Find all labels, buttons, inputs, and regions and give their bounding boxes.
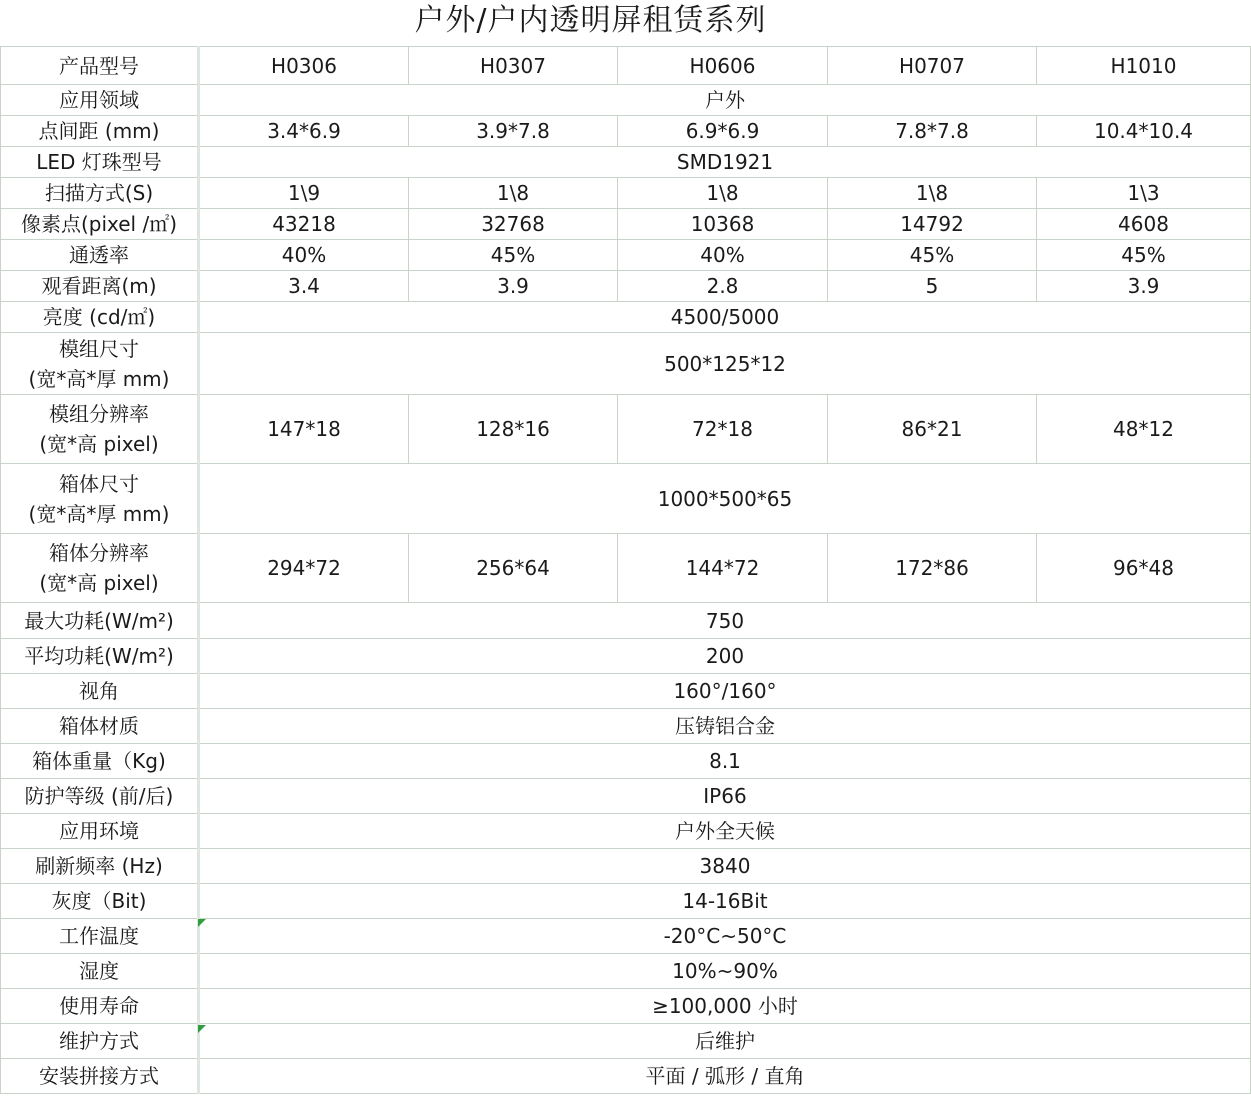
merged-value-cell: 压铸铝合金 [199,709,1251,744]
table-row [1,271,1251,302]
row-label: 通透率 [1,240,199,271]
row-label-line: 模组尺寸 [59,336,139,361]
value-cell: 1\8 [409,178,618,209]
value-cell: 72*18 [618,395,828,464]
table-row [1,744,1251,779]
value-cell: 256*64 [409,534,618,603]
row-label: 像素点(pixel /㎡) [1,209,199,240]
row-label: 维护方式 [1,1024,199,1059]
row-label-line: (宽*高*厚 mm) [28,366,170,391]
merged-value-cell: 户外 [199,85,1251,116]
table-row [1,919,1251,954]
value-cell: 45% [1037,240,1251,271]
spec-table [0,46,1251,1094]
merged-value-cell: 后维护 [199,1024,1251,1059]
merged-value-cell: 4500/5000 [199,302,1251,333]
value-cell: 14792 [828,209,1037,240]
merged-value-cell: 14-16Bit [199,884,1251,919]
table-row [1,674,1251,709]
row-label: 湿度 [1,954,199,989]
table-row [1,178,1251,209]
row-label: 使用寿命 [1,989,199,1024]
merged-value-cell: 750 [199,603,1251,639]
row-label [1,534,199,603]
row-label: 亮度 (cd/㎡) [1,302,199,333]
row-label-line: (宽*高 pixel) [39,571,159,595]
row-label-line: (宽*高 pixel) [39,432,159,456]
model-header-h1010: H1010 [1037,47,1251,85]
value-cell: 1\8 [618,178,828,209]
table-row [1,209,1251,240]
value-cell: 3.9 [409,271,618,302]
merged-value-cell: 10%~90% [199,954,1251,989]
table-row [1,116,1251,147]
merged-value-cell: -20°C~50°C [199,919,1251,954]
table-row [1,147,1251,178]
model-header-h0707: H0707 [828,47,1037,85]
row-label: 刷新频率 (Hz) [1,849,199,884]
comment-marker [198,1025,206,1033]
merged-value-cell: 8.1 [199,744,1251,779]
value-cell: 7.8*7.8 [828,116,1037,147]
row-label: 防护等级 (前/后) [1,779,199,814]
merged-value-cell: 200 [199,639,1251,674]
table-row [1,709,1251,744]
value-cell: 3.9*7.8 [409,116,618,147]
row-label: 箱体重量（Kg) [1,744,199,779]
value-cell: 147*18 [199,395,409,464]
value-cell: 128*16 [409,395,618,464]
value-cell: 3.9 [1037,271,1251,302]
value-cell: 172*86 [828,534,1037,603]
merged-value-cell: 160°/160° [199,674,1251,709]
value-cell: 1\9 [199,178,409,209]
value-cell: 32768 [409,209,618,240]
value-cell: 40% [618,240,828,271]
row-label: 视角 [1,674,199,709]
merged-value-cell: 户外全天候 [199,814,1251,849]
merged-value-cell: 3840 [199,849,1251,884]
row-label: 最大功耗(W/m²) [1,603,199,639]
value-cell: 144*72 [618,534,828,603]
row-label: 平均功耗(W/m²) [1,639,199,674]
row-label: 点间距 (mm) [1,116,199,147]
table-row [1,1059,1251,1094]
table-row [1,240,1251,271]
table-row [1,1024,1251,1059]
table-row [1,47,1251,85]
value-cell: 96*48 [1037,534,1251,603]
model-header-h0306: H0306 [199,47,409,85]
table-row [1,534,1251,603]
table-row [1,302,1251,333]
table-row [1,989,1251,1024]
row-label-line: (宽*高*厚 mm) [28,501,170,526]
merged-value-cell: ≥100,000 小时 [199,989,1251,1024]
row-label-line: 模组分辨率 [49,402,149,426]
value-cell: 1\8 [828,178,1037,209]
page-title: 户外/户内透明屏租赁系列 [414,3,767,38]
value-cell: 3.4*6.9 [199,116,409,147]
value-cell: 5 [828,271,1037,302]
row-label [1,464,199,534]
table-row [1,464,1251,534]
row-label [1,333,199,395]
table-row [1,884,1251,919]
merged-value-cell: 平面 / 弧形 / 直角 [199,1059,1251,1094]
row-label: 扫描方式(S) [1,178,199,209]
value-cell: 10.4*10.4 [1037,116,1251,147]
value-cell: 1\3 [1037,178,1251,209]
merged-value-cell: 500*125*12 [199,333,1251,395]
row-label: 工作温度 [1,919,199,954]
value-cell: 6.9*6.9 [618,116,828,147]
merged-value-cell: 1000*500*65 [199,464,1251,534]
table-row [1,639,1251,674]
value-cell: 45% [409,240,618,271]
value-cell: 40% [199,240,409,271]
value-cell: 3.4 [199,271,409,302]
table-row [1,849,1251,884]
row-label [1,395,199,464]
table-row [1,395,1251,464]
value-cell: 4608 [1037,209,1251,240]
model-header-h0606: H0606 [618,47,828,85]
table-row [1,814,1251,849]
table-row [1,85,1251,116]
table-row [1,603,1251,639]
row-label-line: 箱体分辨率 [49,541,149,565]
row-label: 安装拼接方式 [1,1059,199,1094]
row-label: 产品型号 [1,47,199,85]
spec-sheet [0,46,1194,1104]
merged-value-cell: SMD1921 [199,147,1251,178]
table-row [1,954,1251,989]
table-row [1,333,1251,395]
value-cell: 2.8 [618,271,828,302]
row-label-line: 箱体尺寸 [59,471,139,496]
row-label: 观看距离(m) [1,271,199,302]
row-label: 应用领域 [1,85,199,116]
value-cell: 10368 [618,209,828,240]
row-label: LED 灯珠型号 [1,147,199,178]
model-header-h0307: H0307 [409,47,618,85]
comment-marker [198,919,206,927]
value-cell: 86*21 [828,395,1037,464]
value-cell: 45% [828,240,1037,271]
value-cell: 48*12 [1037,395,1251,464]
row-label: 箱体材质 [1,709,199,744]
table-row [1,779,1251,814]
value-cell: 294*72 [199,534,409,603]
merged-value-cell: IP66 [199,779,1251,814]
value-cell: 43218 [199,209,409,240]
row-label: 灰度（Bit) [1,884,199,919]
row-label: 应用环境 [1,814,199,849]
